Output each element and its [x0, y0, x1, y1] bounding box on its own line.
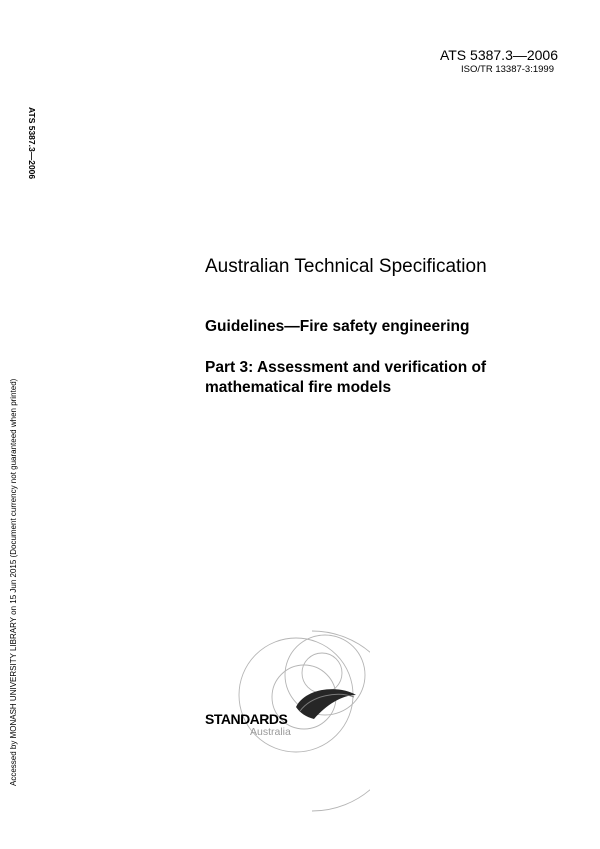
part-title: Part 3: Assessment and verification of mathematical fire models — [205, 359, 487, 396]
logo-subtext: Australia — [250, 726, 291, 738]
access-note: Accessed by MONASH UNIVERSITY LIBRARY on 15 Jun 2015 (Document currency not guaranteed when printed) — [9, 378, 18, 786]
standard-number: ATS 5387.3—2006 — [439, 47, 558, 63]
document-type: Australian Technical Specification — [205, 256, 487, 277]
logo-wordmark: STANDARDS — [205, 711, 288, 727]
document-title: Guidelines—Fire safety engineering — [205, 318, 470, 335]
spine-label: ATS 5387.3—2006 — [27, 107, 37, 180]
iso-reference: ISO/TR 13387-3:1999 — [461, 64, 554, 75]
